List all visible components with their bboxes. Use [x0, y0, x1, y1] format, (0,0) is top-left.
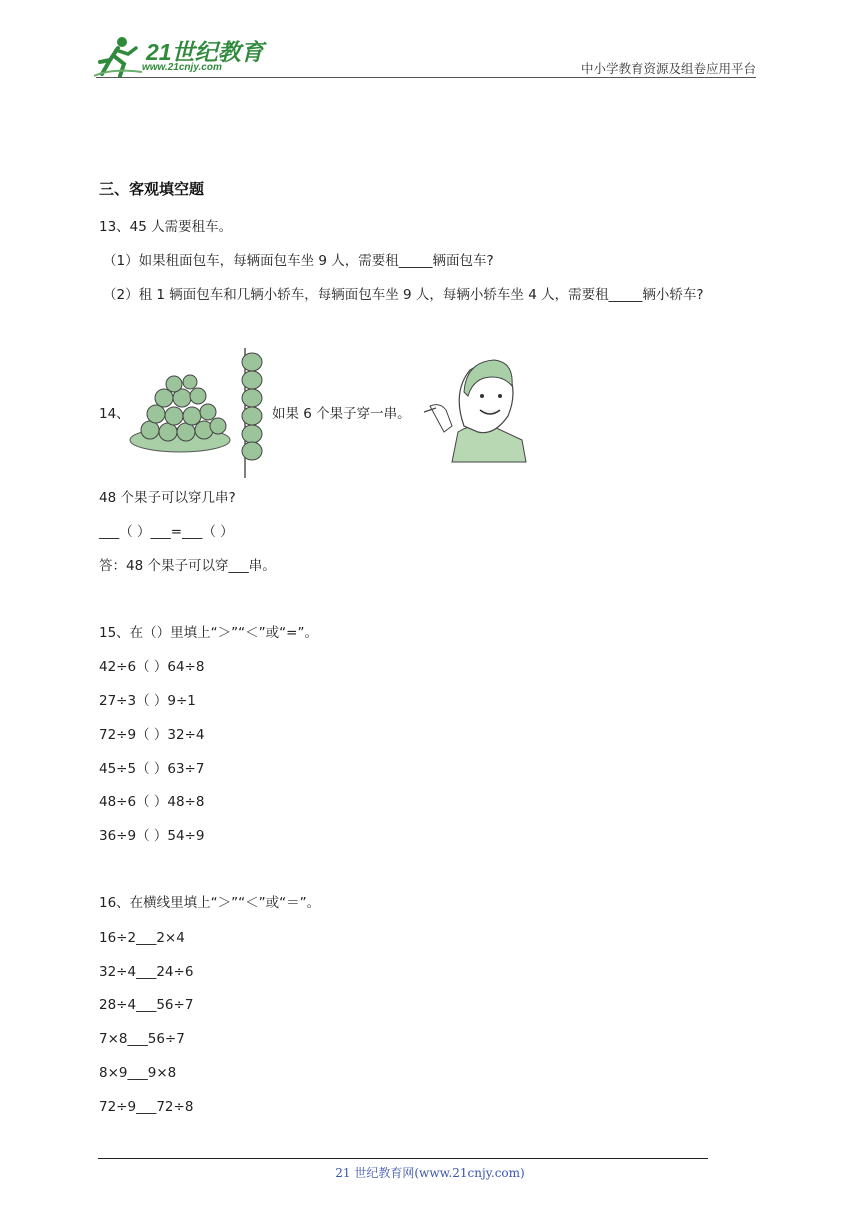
q15-row: 36÷9（ ）54÷9 [99, 828, 205, 844]
site-logo [92, 34, 262, 80]
q16-row: 8×9___9×8 [99, 1065, 177, 1081]
q14-number: 14、 [99, 406, 130, 422]
q14-answer: 答：48 个果子可以穿___串。 [99, 558, 276, 574]
q13-part2: （2）租 1 辆面包车和几辆小轿车，每辆面包车坐 9 人，每辆小轿车坐 4 人，需要租_____辆小轿车? [103, 287, 704, 303]
footer-link[interactable]: 21 世纪教育网(www.21cnjy.com) [335, 1166, 525, 1180]
runner-logo-icon [92, 34, 146, 80]
q16-row: 16÷2___2×4 [99, 930, 185, 946]
fruit-plate-illustration [128, 346, 272, 480]
q16-row: 32÷4___24÷6 [99, 964, 194, 980]
q15-row: 27÷3（ ）9÷1 [99, 693, 196, 709]
q16-stem: 16、在横线里填上“＞”“＜”或“＝”。 [99, 895, 321, 911]
header-tagline: 中小学教育资源及组卷应用平台 [580, 61, 756, 76]
logo-brand-text: 21世纪教育 [146, 39, 264, 65]
q15-row: 72÷9（ ）32÷4 [99, 727, 205, 743]
footer-divider [98, 1158, 708, 1159]
q16-row: 72÷9___72÷8 [99, 1099, 194, 1115]
q16-row: 7×8___56÷7 [99, 1031, 185, 1047]
header-divider [96, 77, 756, 78]
q16-row: 28÷4___56÷7 [99, 997, 194, 1013]
q13-stem: 13、45 人需要租车。 [99, 219, 233, 235]
section-title: 三、客观填空题 [99, 180, 205, 198]
q14-formula: ___（ ）___=___（ ） [99, 524, 234, 540]
q14-caption: 如果 6 个果子穿一串。 [272, 406, 411, 422]
q14-question: 48 个果子可以穿几串? [99, 490, 236, 506]
q15-stem: 15、在（）里填上“＞”“＜”或“=”。 [99, 625, 318, 641]
q15-row: 45÷5（ ）63÷7 [99, 761, 205, 777]
logo-url-text: www.21cnjy.com [142, 62, 222, 73]
q15-row: 48÷6（ ）48÷8 [99, 794, 205, 810]
q15-row: 42÷6（ ）64÷8 [99, 659, 205, 675]
q13-part1: （1）如果租面包车，每辆面包车坐 9 人，需要租_____辆面包车? [103, 253, 494, 269]
boy-pointing-illustration [422, 352, 528, 464]
